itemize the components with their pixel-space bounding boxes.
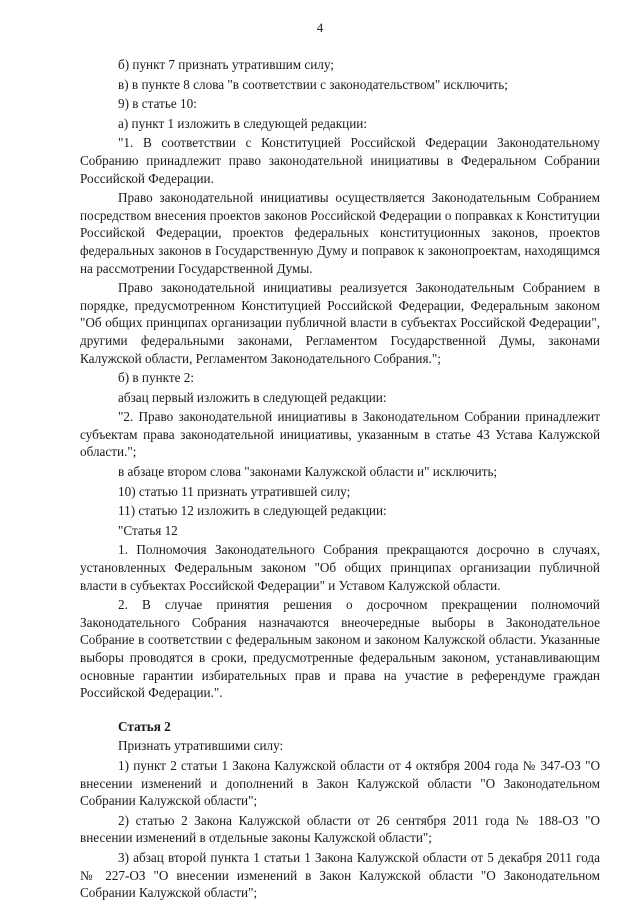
page-number: 4 <box>316 20 324 35</box>
article-heading: Статья 2 <box>118 718 171 734</box>
paragraph: 1. Полномочия Законодательного Собрания прекращаются досрочно в случаях, установленных Федеральным законом "Об общих принципах организации публичной власти в субъектах Российской Федерации" и Уставом Калужской области. <box>80 542 600 593</box>
paragraph: 2) статью 2 Закона Калужской области от 26 сентября 2011 года № 188-ОЗ "О внесении изменений в отдельные законы Калужской области"; <box>80 812 600 846</box>
paragraph: Право законодательной инициативы реализуется Законодательным Собранием в порядке, предусмотренном Конституцией Российской Федерации, Федеральным законом "Об общих принципах организации публичной власти в субъектах Российской Федерации", другими федеральными законами, Регламентом Государственной Думы, законами Калужской области, Регламентом Законодательного Собрания."; <box>80 280 600 366</box>
paragraph: б) пункт 7 признать утратившим силу; <box>118 57 334 72</box>
paragraph: 1) пункт 2 статьи 1 Закона Калужской области от 4 октября 2004 года № 347-ОЗ "О внесении изменений и дополнений в Закон Калужской области "О Законодательном Собрании Калужской области"; <box>80 757 600 809</box>
paragraph: 10) статью 11 признать утратившей силу; <box>118 483 351 499</box>
paragraph: в) в пункте 8 слова "в соответствии с законодательством" исключить; <box>118 76 508 92</box>
paragraph: Право законодательной инициативы осуществляется Законодательным Собранием посредством внесения проектов законов Российской Федерации о поправках к Конституции Российской Федерации, проектов федеральных конституционных законов, проектов федеральных законов в Государственную Думу и поправок к законопроектам, находящимся на рассмотрении Государственной Думы. <box>80 190 600 276</box>
paragraph: 9) в статье 10: <box>118 96 197 112</box>
paragraph: "1. В соответствии с Конституцией Российской Федерации Законодательному Собранию принадлежит право законодательной инициативы в Федеральном Собрании Российской Федерации. <box>80 135 600 186</box>
paragraph: "Статья 12 <box>118 522 178 538</box>
paragraph: абзац первый изложить в следующей редакции: <box>118 389 387 405</box>
paragraph: в абзаце втором слова "законами Калужской области и" исключить; <box>118 464 498 480</box>
paragraph: "2. Право законодательной инициативы в Законодательном Собрании принадлежит субъектам права законодательной инициативы, указанным в статье 43 Устава Калужской области."; <box>80 409 600 460</box>
paragraph: 3) абзац второй пункта 1 статьи 1 Закона Калужской области от 5 декабря 2011 года № 227-ОЗ "О внесении изменений в Закон Калужской области "О Законодательном Собрании Калужской области"; <box>80 849 600 901</box>
paragraph: Признать утратившими силу: <box>118 738 284 754</box>
paragraph: б) в пункте 2: <box>118 370 195 386</box>
paragraph: 11) статью 12 изложить в следующей редакции: <box>118 503 387 519</box>
paragraph: 2. В случае принятия решения о досрочном прекращении полномочий Законодательного Собрания назначаются внеочередные выборы в Законодательное Собрание в соответствии с федеральным законом и законом Калужской области. Указанные выборы проводятся в сроки, предусмотренные федеральным законом, устанавливающим основные гарантии избирательных прав и права на участие в референдуме граждан Российской Федерации.". <box>80 597 600 701</box>
paragraph: а) пункт 1 изложить в следующей редакции: <box>118 115 368 131</box>
document-body <box>80 56 600 904</box>
